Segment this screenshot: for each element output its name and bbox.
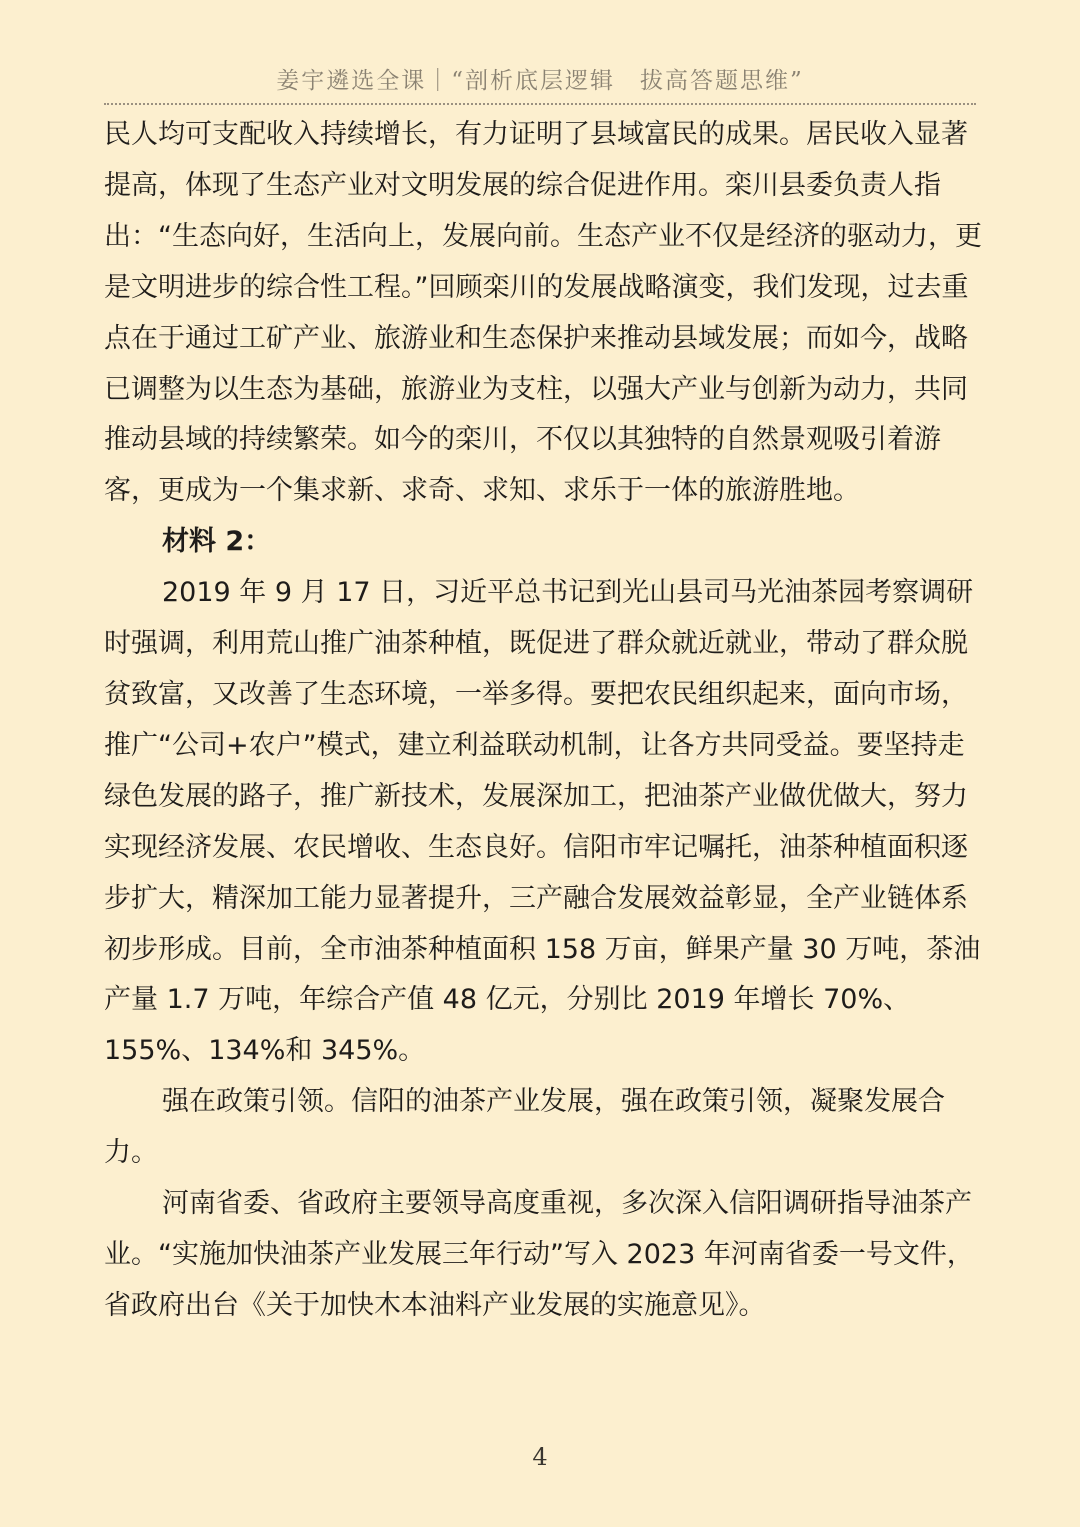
document-body: [104, 110, 984, 1332]
page-header: 姜宇遴选全课｜“剖析底层逻辑 拔高答题思维”: [276, 68, 804, 94]
section-heading-material-2: 材料 2：: [162, 526, 272, 558]
paragraph-policy-lead: 强在政策引领。信阳的油茶产业发展，强在政策引领，凝聚发展合力。: [104, 1086, 945, 1169]
paragraph-material-2: 2019 年 9 月 17 日，习近平总书记到光山县司马光油茶园考察调研时强调，利用荒山推广油茶种植，既促进了群众就近就业，带动了群众脱贫致富，又改善了生态环境，一举多得。要把农民组织起来，面向市场，推广“公司+农户”模式，建立利益联动机制，让各方共同受益。要坚持走绿色发展的路子，推广新技术，发展深加工，把油茶产业做优做大，努力实现经济发展、农民增收、生态良好。信阳市牢记嘱托，油茶种植面积逐步扩大，精深加工能力显著提升，三产融合发展效益彰显，全产业链体系初步形成。目前，全市油茶种植面积 158 万亩，鲜果产量 30 万吨，茶油产量 1.7 万吨，年综合产值 48 亿元，分别比 2019 年增长 70%、155%、134%和 345%。: [104, 577, 981, 1067]
paragraph-provincial-policy: 河南省委、省政府主要领导高度重视，多次深入信阳调研指导油茶产业。“实施加快油茶产业发展三年行动”写入 2023 年河南省委一号文件，省政府出台《关于加快木本油料产业发展的实施意见》。: [104, 1188, 974, 1321]
page-number: 4: [532, 1443, 548, 1471]
paragraph-continuation: 民人均可支配收入持续增长，有力证明了县域富民的成果。居民收入显著提高，体现了生态产业对文明发展的综合促进作用。栾川县委负责人指出：“生态向好，生活向上，发展向前。生态产业不仅是经济的驱动力，更是文明进步的综合性工程。”回顾栾川的发展战略演变，我们发现，过去重点在于通过工矿产业、旅游业和生态保护来推动县域发展；而如今，战略已调整为以生态为基础，旅游业为支柱，以强大产业与创新为动力，共同推动县域的持续繁荣。如今的栾川，不仅以其独特的自然景观吸引着游客，更成为一个集求新、求奇、求知、求乐于一体的旅游胜地。: [104, 119, 982, 507]
header-divider: [104, 103, 976, 105]
